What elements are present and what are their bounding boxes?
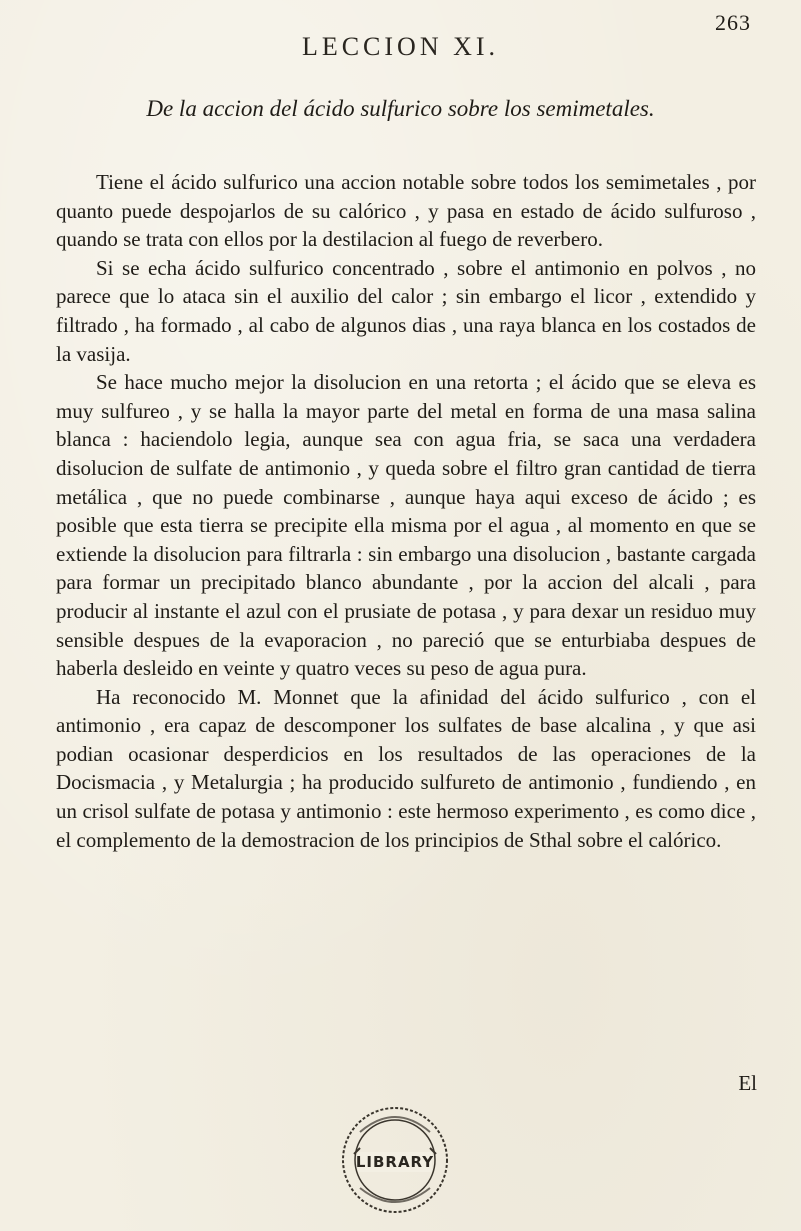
body-text <box>56 168 756 854</box>
page-number: 263 <box>715 10 751 35</box>
paragraph: Se hace mucho mejor la disolucion en una retorta ; el ácido que se eleva es muy sulfureo , y se halla la mayor parte del metal en forma de una masa salina blanca : haciendolo legia, aunque sea con agua fria, se saca una verdadera disolucion de sulfate de antimonio , y queda sobre el filtro gran cantidad de tierra metálica , que no puede combinarse , aunque haya aqui exceso de ácido ; es posible que esta tierra se precipite ella misma por el agua , al momento en que se extiende la disolucion para filtrarla : sin embargo una disolucion , bastante cargada para formar un precipitado blanco abundante , por la accion del alcali , para producir al instante el azul con el prusiate de potasa , y para dexar un residuo muy sensible despues de la evaporacion , no pareció que se enturbiaba despues de haberla desleido en veinte y quatro veces su peso de agua pura. <box>56 370 756 681</box>
paragraph: Tiene el ácido sulfurico una accion notable sobre todos los semimetales , por quanto puede despojarlos de su calórico , y pasa en estado de ácido sulfuroso , quando se trata con ellos por la destilacion al fuego de reverbero. <box>56 170 756 252</box>
paragraph: Si se echa ácido sulfurico concentrado , sobre el antimonio en polvos , no parece que lo ataca sin el auxilio del calor ; sin embargo el licor , extendido y filtrado , ha formado , al cabo de algunos dias , una raya blanca en los costados de la vasija. <box>56 255 756 366</box>
library-stamp-icon <box>330 1092 460 1222</box>
chapter-heading: LECCION XI. <box>301 32 500 61</box>
catchword: El <box>738 1071 757 1095</box>
section-subtitle: De la accion del ácido sulfurico sobre los semimetales. <box>146 96 655 121</box>
stamp-label: LIBRARY <box>355 1153 435 1171</box>
paragraph: Ha reconocido M. Monnet que la afinidad del ácido sulfurico , con el antimonio , era capaz de descomponer los sulfates de base alcalina , y que asi podian ocasionar desperdicios en los resultados de las operaciones de la Docismacia , y Metalurgia ; ha producido sulfureto de antimonio , fundiendo , en un crisol sulfate de potasa y antimonio : este hermoso experimento , es como dice , el complemento de la demostracion de los principios de Sthal sobre el calórico. <box>56 684 756 852</box>
